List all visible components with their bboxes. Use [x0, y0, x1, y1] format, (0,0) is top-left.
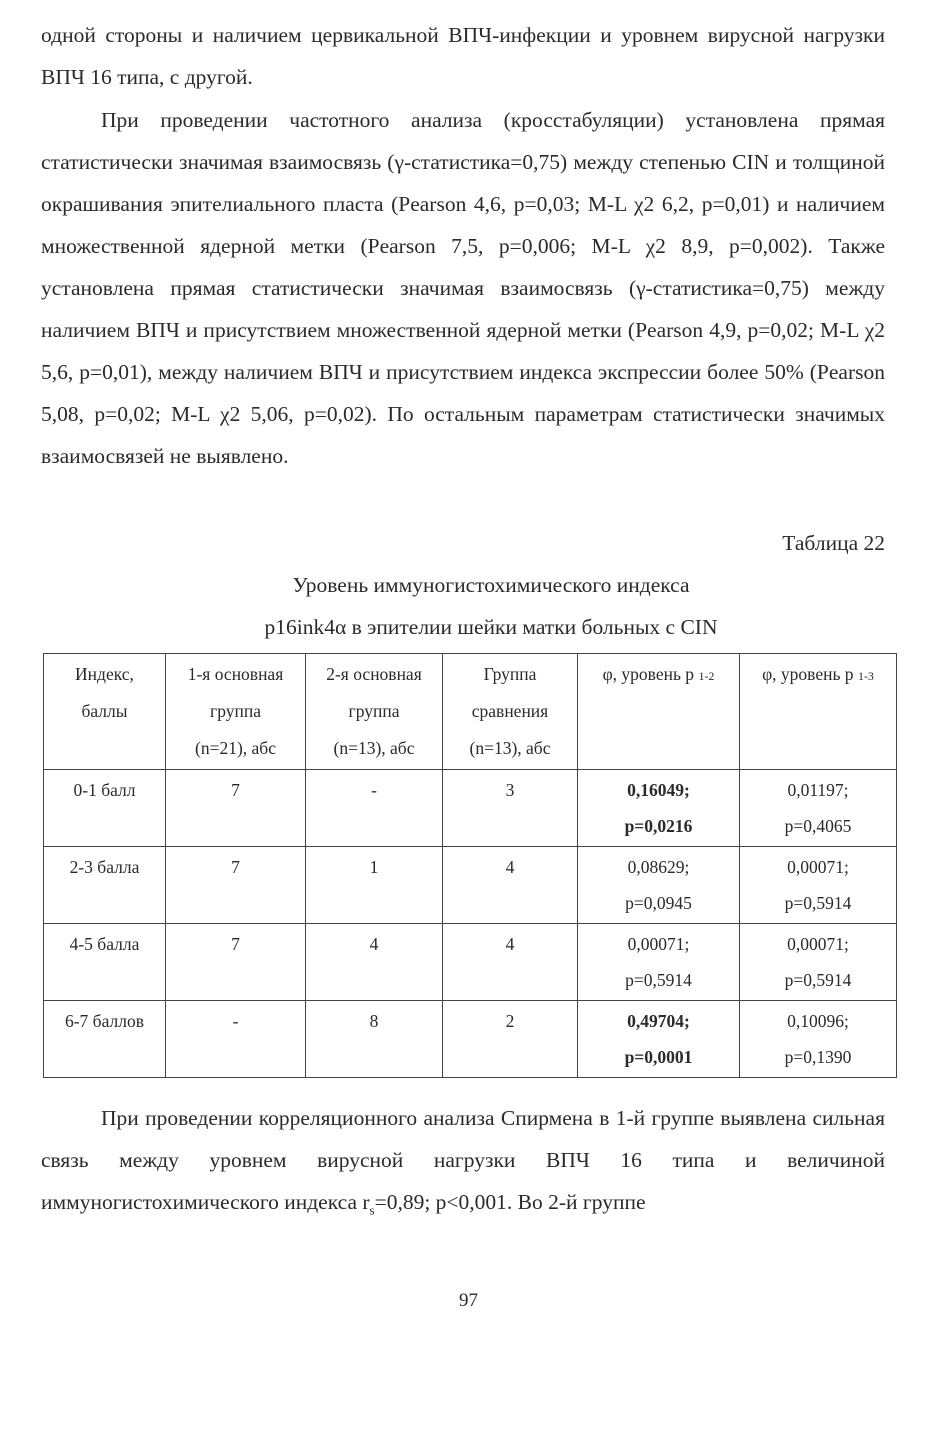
p3-text-start: При проведении корреляционного анализа Спирмена в 1-й группе выявлена сильная связь между уровнем вирусной нагрузки ВПЧ 16 типа и величиной иммуногистохимического индекса r	[41, 1106, 885, 1214]
header-phi-1-3-main: φ, уровень р	[762, 664, 854, 684]
cell-phi-1-3-p: p=0,5914	[784, 970, 852, 990]
table-row	[44, 1001, 897, 1078]
cell-group-1: 7	[166, 847, 306, 924]
cell-group-2: 4	[306, 924, 443, 1001]
cell-phi-1-3-p: p=0,1390	[784, 1047, 852, 1067]
cell-phi-1-2-value: 0,49704;	[627, 1011, 690, 1031]
cell-index: 4-5 балла	[44, 924, 166, 1001]
cell-index: 0-1 балл	[44, 770, 166, 847]
cell-comparison: 2	[443, 1001, 578, 1078]
cell-group-1: 7	[166, 770, 306, 847]
p3-subscript: s	[369, 1202, 375, 1218]
cell-phi-1-2-p: p=0,0945	[625, 893, 692, 913]
cell-phi-1-3-p: p=0,5914	[784, 893, 852, 913]
header-comparison-line-3: (n=13), абс	[469, 738, 551, 758]
header-comparison-line-2: сравнения	[471, 701, 549, 721]
cell-phi-1-3	[740, 924, 897, 1001]
cell-comparison: 4	[443, 924, 578, 1001]
header-group-2-line-2: группа	[348, 701, 400, 721]
cell-phi-1-3	[740, 847, 897, 924]
header-group-1-line-3: (n=21), абс	[195, 738, 276, 758]
table-caption-line-2: p16ink4α в эпителии шейки матки больных с CIN	[264, 615, 718, 639]
cell-phi-1-3-value: 0,00071;	[787, 934, 849, 954]
cell-index: 2-3 балла	[44, 847, 166, 924]
p16-index-table	[43, 653, 897, 1078]
header-group-1-line-2: группа	[210, 701, 261, 721]
header-phi-1-3-sub: 1-3	[857, 669, 874, 683]
cell-phi-1-3-p: p=0,4065	[784, 816, 852, 836]
header-phi-1-2-main: φ, уровень р	[602, 664, 695, 684]
table-caption-line-1: Уровень иммуногистохимического индекса	[292, 573, 690, 597]
paragraph-intro-continuation: одной стороны и наличием цервикальной ВПЧ-инфекции и уровнем вирусной нагрузки ВПЧ 16 типа, с другой.	[41, 23, 885, 89]
cell-phi-1-2	[578, 770, 740, 847]
cell-comparison: 3	[443, 770, 578, 847]
table-row	[44, 770, 897, 847]
header-index-line-1: Индекс,	[75, 664, 134, 684]
header-group-2-line-3: (n=13), абс	[333, 738, 415, 758]
cell-phi-1-2-value: 0,08629;	[627, 857, 690, 877]
header-group-2-line-1: 2-я основная	[326, 664, 422, 684]
header-phi-1-3	[740, 654, 897, 770]
cell-group-1: 7	[166, 924, 306, 1001]
cell-phi-1-2	[578, 847, 740, 924]
header-comparison-line-1: Группа	[483, 664, 537, 684]
cell-phi-1-2-p: p=0,5914	[625, 970, 692, 990]
cell-phi-1-2-value: 0,00071;	[627, 934, 690, 954]
header-group-1	[166, 654, 306, 770]
page-number: 97	[459, 1290, 478, 1311]
cell-phi-1-2	[578, 1001, 740, 1078]
header-index-line-2: баллы	[81, 701, 128, 721]
table-row	[44, 847, 897, 924]
cell-index: 6-7 баллов	[44, 1001, 166, 1078]
cell-phi-1-3	[740, 770, 897, 847]
cell-phi-1-3-value: 0,00071;	[787, 857, 849, 877]
table-header-row	[44, 654, 897, 770]
cell-comparison: 4	[443, 847, 578, 924]
cell-group-2: 8	[306, 1001, 443, 1078]
p3-text-end: =0,89; p<0,001. Во 2-й группе	[374, 1190, 646, 1214]
header-phi-1-2	[578, 654, 740, 770]
cell-phi-1-2	[578, 924, 740, 1001]
table-label: Таблица 22	[782, 531, 885, 555]
header-comparison-group	[443, 654, 578, 770]
paragraph-frequency-analysis: При проведении частотного анализа (кросстабуляции) установлена прямая статистически значимая взаимосвязь (γ-статистика=0,75) между степенью CIN и толщиной окрашивания эпителиального пласта (Pearson 4,6, p=0,03; M-L χ2 6,2, p=0,01) и наличием множественной ядерной метки (Pearson 7,5, p=0,006; M-L χ2 8,9, p=0,002). Также установлена прямая статистически значимая взаимосвязь (γ-статистика=0,75) между наличием ВПЧ и присутствием множественной ядерной метки (Pearson 4,9, p=0,02; M-L χ2 5,6, p=0,01), между наличием ВПЧ и присутствием индекса экспрессии более 50% (Pearson 5,08, p=0,02; M-L χ2 5,06, p=0,02). По остальным параметрам статистически значимых взаимосвязей не выявлено.	[41, 108, 885, 468]
table-row	[44, 924, 897, 1001]
cell-phi-1-3	[740, 1001, 897, 1078]
cell-group-2: -	[306, 770, 443, 847]
cell-group-1: -	[166, 1001, 306, 1078]
cell-phi-1-3-value: 0,10096;	[787, 1011, 849, 1031]
header-phi-1-2-sub: 1-2	[698, 669, 715, 683]
header-group-1-line-1: 1-я основная	[187, 664, 284, 684]
cell-group-2: 1	[306, 847, 443, 924]
cell-phi-1-2-p: p=0,0216	[624, 816, 693, 836]
header-index	[44, 654, 166, 770]
cell-phi-1-2-value: 0,16049;	[627, 780, 690, 800]
paragraph-spearman-analysis	[41, 1097, 885, 1231]
header-group-2	[306, 654, 443, 770]
cell-phi-1-3-value: 0,01197;	[787, 780, 849, 800]
cell-phi-1-2-p: p=0,0001	[624, 1047, 693, 1067]
